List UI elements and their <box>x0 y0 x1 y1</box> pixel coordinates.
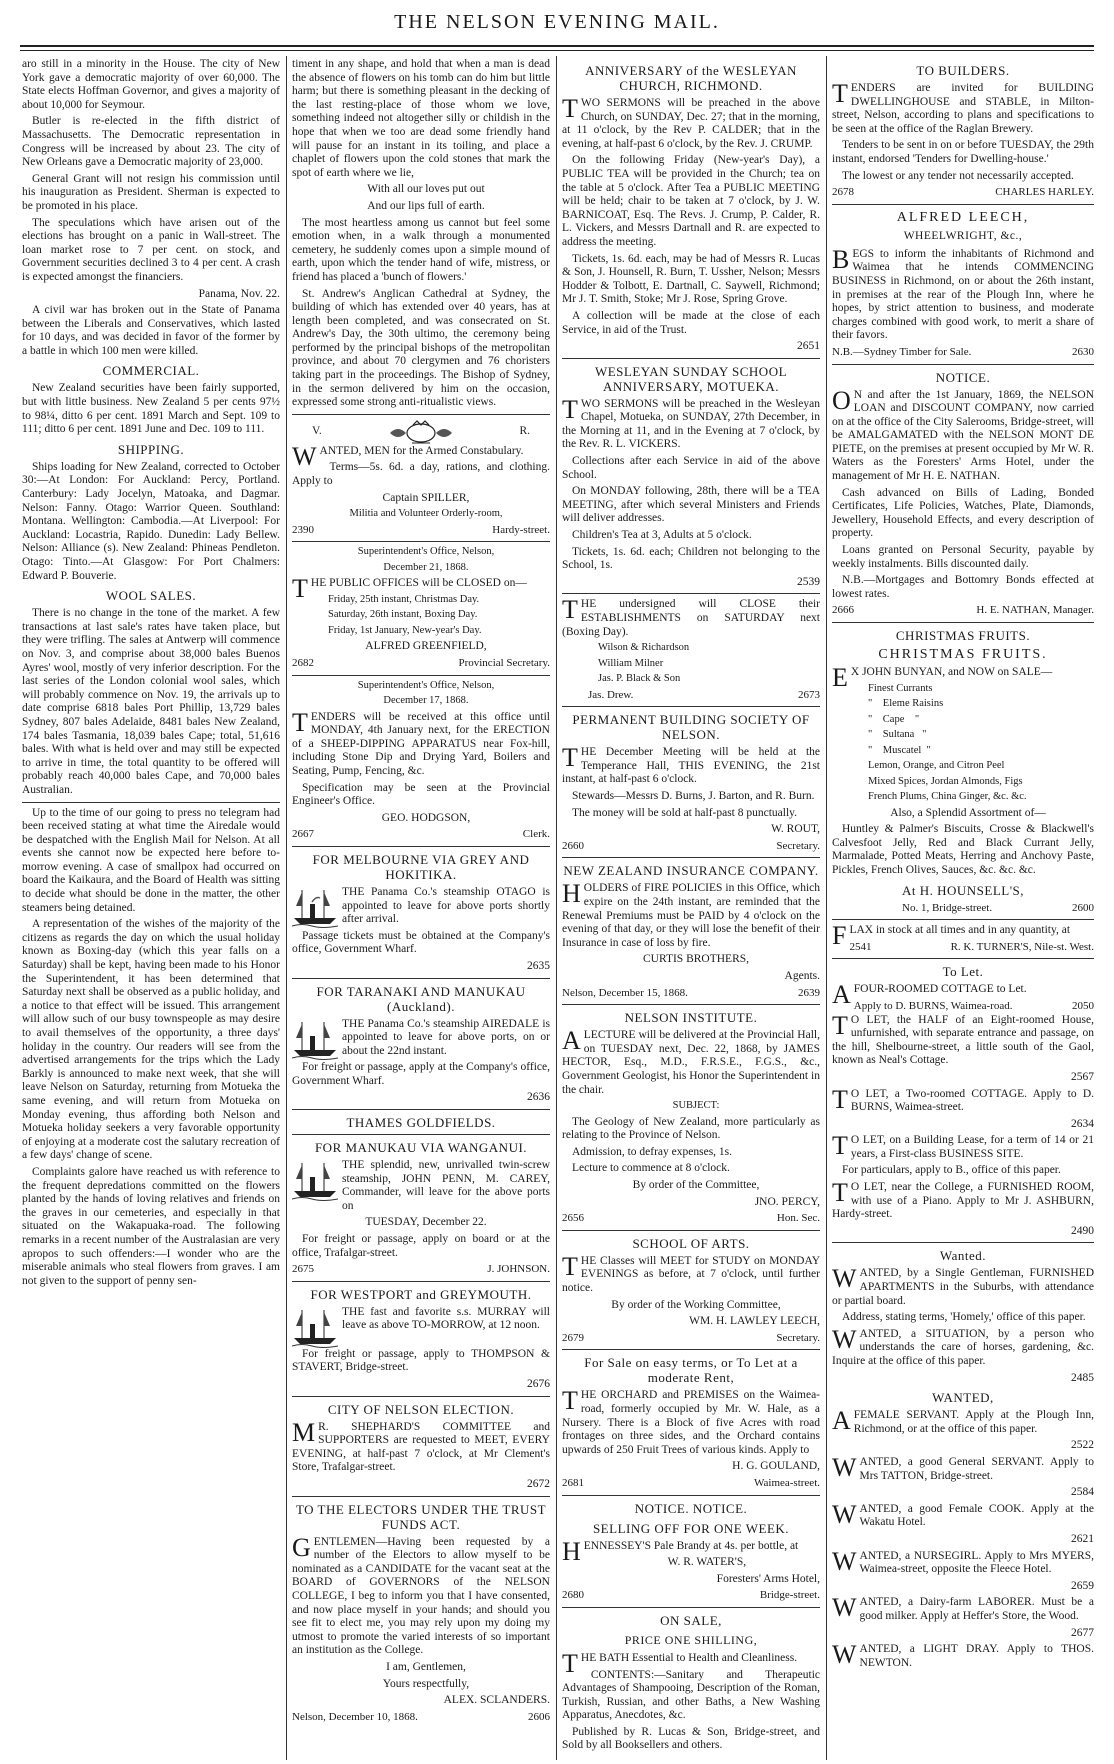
ad-signature-row <box>832 346 1094 360</box>
ad-number: 2541 <box>849 940 872 953</box>
ad-number: 2676 <box>527 1378 550 1390</box>
ad-text: AFOUR-ROOMED COTTAGE to Let. <box>832 980 1027 1010</box>
ad-number: 2656 <box>562 1212 584 1225</box>
ad-text: N.B.—Mortgages and Bottomry Bonds effected at lowest rates. <box>832 574 1094 600</box>
ad-text: MR. SHEPHARD'S COMMITTEE and SUPPORTERS are requested to MEET, EVERY EVENING, at half-past 7 o'clock, at Mr Clement's Store, Trafalgar-street. <box>292 1417 550 1474</box>
heading-wesleyan-richmond: ANNIVERSARY of the WESLEYAN CHURCH, RICHMOND. <box>585 63 797 93</box>
ad-text: Published by R. Lucas & Son, Bridge-street, and Sold by all Booksellers and others. <box>562 1725 820 1752</box>
article-paragraph: There is no change in the tone of the market. A few transactions at last sale's rates have taken place, but they were trifling. The sales at Antwerp will commence on Nov. 3, and comprise about 38,000 bales Buenos Ayres' wool, mostly of very inferior description. For the last series of the London colonial wool sales, which will probably commence on Nov. 19, the arrivals up to date comprise 6818 bales Port Phillip, 13,729 bales Sydney, 807 bales Adelaide, 8481 bales New Zealand, 174 bales Tasmania, 18,039 bales Cape; total, 51,616 bales. With what is held over and may still be expected to arrive in time, the total quantity to be offered will probably reach 40,000 bales Cape, and 70,000 bales Australian. <box>22 607 280 796</box>
ad-name: R. K. TURNER'S, Nile-st. West. <box>950 940 1094 953</box>
heading-wanted: Wanted. <box>939 1248 987 1264</box>
rule <box>22 802 280 803</box>
ad-text: For particulars, apply to B., office of this paper. <box>842 1164 1061 1177</box>
ad-text: Friday, 1st January, New-year's Day. <box>328 624 482 636</box>
ad-text: Also, a Splendid Assortment of— <box>890 806 1046 819</box>
ad-signature-row <box>562 1477 820 1491</box>
ad-text: THE December Meeting will be held at the Temperance Hall, THIS EVENING, the 21st instant, at half-past 6 o'clock. <box>562 743 820 786</box>
ad-signature-row <box>292 828 550 842</box>
heading-taranaki: FOR TARANAKI AND MANUKAU (Auckland). <box>316 983 526 1014</box>
ad-signature-row <box>292 524 550 538</box>
heading-insurance: NEW ZEALAND INSURANCE COMPANY. <box>563 863 819 879</box>
ad-name: William Milner <box>598 657 664 669</box>
article-paragraph: A civil war has broken out in the State of Panama between the Liberals and Conservatives, which lasted for 10 days, and was decided in favor of the former by a battle in which 100 men were killed. <box>22 304 280 357</box>
ad-text: THE Panama Co.'s steamship AIREDALE is appointed to leave for above ports, on or about the 22nd instant. <box>342 1017 550 1057</box>
ad-number: 2667 <box>292 828 314 841</box>
ad-number: 2673 <box>798 688 820 701</box>
rule <box>292 978 550 979</box>
ad-number: 2666 <box>832 604 854 617</box>
rule <box>562 706 820 707</box>
ad-text: WANTED, a NURSEGIRL. Apply to Mrs MYERS, Waimea-street, opposite the Fleece Hotel. <box>832 1546 1094 1576</box>
rule <box>562 1349 820 1350</box>
ad-date: TUESDAY, December 22. <box>365 1216 487 1229</box>
ad-text: No. 1, Bridge-street. <box>902 901 993 914</box>
rule <box>292 1496 550 1497</box>
ad-name: Captain SPILLER, <box>382 491 470 504</box>
rule <box>562 1607 820 1608</box>
ad-number: 2635 <box>527 959 550 972</box>
ad-text: EX JOHN BUNYAN, and NOW on SALE— <box>832 663 1053 692</box>
ad-text: HENNESSEY'S Pale Brandy at 4s. per bottle, at <box>562 1536 799 1566</box>
section-heading-shipping: SHIPPING. <box>117 441 185 457</box>
heading-sunday-school: WESLEYAN SUNDAY SCHOOL ANNIVERSARY, MOTUEKA. <box>594 363 788 394</box>
ad-number: 2567 <box>1071 1070 1094 1083</box>
ad-name: ALFRED GREENFIELD, <box>365 640 487 653</box>
article-paragraph: The most heartless among us cannot but feel some emotion when, in a walk through a monumented cemetery, he suddenly comes upon a simple mound of earth, upon which the tender hand of wife, mistress, or friend has placed a 'bunch of flowers.' <box>292 216 550 283</box>
article-paragraph: The speculations which have arisen out of the elections has brought on a panic in Wall-street. The loan market rose to 7 per cent. on stock, and Government securities declined 3 to 4 per cent. A crash is expected amongst the financiers. <box>22 216 280 283</box>
article-paragraph: Complaints galore have reached us with reference to the frequent depredations committed on the flowers planted by the hands of loving relatives and friends on the graves in our cemeteries, and especially in that situated on the Wakapuaka-road. The following remarks in a recent number of the Australasian are very apropos to such offenders:—I wonder who are the miserable animals who steal flowers from graves. I am not given to the support of penny sen- <box>22 1165 280 1287</box>
list-item: French Plums, China Ginger, &c. &c. <box>868 791 1027 803</box>
masthead-rule <box>20 45 1094 51</box>
ad-text: On MONDAY following, 28th, there will be a TEA MEETING, after which several Ministers and Friends will deliver addresses. <box>562 485 820 525</box>
ad-text: WANTED, a SITUATION, by a person who understands the care of horses, gardening, &c. Inquire at the office of this paper. <box>832 1324 1094 1367</box>
ad-signature-row <box>292 1263 550 1277</box>
heading-institute: NELSON INSTITUTE. <box>624 1010 758 1026</box>
ad-taranaki <box>292 1018 550 1059</box>
ad-number: 2651 <box>797 340 820 353</box>
heading-trust-funds: TO THE ELECTORS UNDER THE TRUST FUNDS ACT. <box>295 1501 547 1532</box>
ad-text: Superintendent's Office, Nelson, <box>357 679 495 691</box>
ad-text: Provincial Secretary. <box>458 657 550 669</box>
ad-name: ALEX. SCLANDERS. <box>443 1694 550 1707</box>
ad-melbourne <box>292 886 550 927</box>
ad-signature-row <box>562 987 820 1001</box>
article-paragraph: timent in any shape, and hold that when a man is dead the absence of flowers on his tomb can do him but little harm; but there is something pleasant in the decking of the last resting-place of those whom we love, something indeed not altogether silly or childish in the hope that when we too are dead some friendly hand will pause for an instant in its toiling, and place a chaplet of flowers upon the cold stones that mark the spot of earth where we lie, <box>292 58 550 179</box>
list-item: Lemon, Orange, and Citron Peel <box>868 760 1005 772</box>
ad-text: TO LET, the HALF of an Eight-roomed House, unfurnished, with separate entrance and passage, on the hill, Shelbourne-street, a little south of the Gaol, known as Neal's Cottage. <box>832 1010 1094 1067</box>
article-paragraph: aro still in a minority in the House. The city of New York gave a democratic majority of over 60,000. The State elects Hoffman Governor, and gives a majority of about 10,000 for Seymour. <box>22 58 280 111</box>
ad-text: Saturday, 26th instant, Boxing Day. <box>328 609 478 621</box>
ad-text: Superintendent's Office, Nelson, <box>357 546 495 558</box>
ad-text: TWO SERMONS will be preached in the above Church, on SUNDAY, Dec. 27; that in the morning, at 11 o'clock, by the Rev P. CALDER; that in the evening, at half-past 6 o'clock, by the Rev. J. CRUMP. <box>562 94 820 150</box>
ad-name: H. G. GOULAND, <box>732 1460 820 1473</box>
rule <box>832 1242 1094 1243</box>
ad-name: W. R. WATER'S, <box>667 1556 747 1569</box>
ad-text: Militia and Volunteer Orderly-room, <box>349 508 503 520</box>
rule <box>832 364 1094 365</box>
rule <box>562 358 820 359</box>
list-item: " Muscatel " <box>868 744 931 756</box>
ad-text: SUBJECT: <box>672 1100 720 1112</box>
heading-thames: THAMES GOLDFIELDS. <box>346 1115 496 1131</box>
ad-text: THE Panama Co.'s steamship OTAGO is appointed to leave for above ports shortly after arrival. <box>342 885 550 926</box>
ad-signature-row <box>832 902 1094 916</box>
heading-wanted-caps: WANTED, <box>932 1390 994 1406</box>
ad-text: A collection will be made at the close of each Service, in aid of the Trust. <box>562 309 820 336</box>
ad-text: By order of the Working Committee, <box>611 1298 781 1311</box>
ad-text: WANTED, a Dairy-farm LABORER. Must be a good milker. Apply at Heffer's Store, the Wood. <box>832 1593 1094 1623</box>
ad-text: Address, stating terms, 'Homely,' office of this paper. <box>842 1311 1086 1324</box>
ad-text: HOLDERS of FIRE POLICIES in this Office, which expire on the 24th instant, are reminded that the Renewal Premiums must be PAID by 4 o'clock on the evening of that day, or they will lose the benefit of their Insurance in case of loss by fire. <box>562 879 820 949</box>
ad-name: JNO. PERCY, <box>754 1195 820 1208</box>
ad-number: 2636 <box>527 1091 550 1104</box>
ad-text: Specification may be seen at the Provincial Engineer's Office. <box>292 781 550 808</box>
ad-text: Hardy-street. <box>492 523 550 536</box>
heading-manukau: FOR MANUKAU VIA WANGANUI. <box>314 1140 528 1156</box>
ad-number: 2390 <box>292 523 314 536</box>
dateline: Panama, Nov. 22. <box>198 287 280 300</box>
ad-number: 2522 <box>1071 1439 1094 1452</box>
ad-text: The money will be sold at half-past 8 punctually. <box>572 806 798 819</box>
heading-on-sale: ON SALE, <box>660 1612 722 1628</box>
ad-number: 2681 <box>562 1476 584 1489</box>
ad-text: THE splendid, new, unrivalled twin-screw steamship, JOHN PENN, M. CAREY, Commander, will leave for the above ports on <box>342 1159 550 1212</box>
steamship-icon <box>292 1159 338 1201</box>
list-item: " Cape " <box>868 713 920 725</box>
ad-text: Yours respectfully, <box>382 1677 470 1690</box>
ad-number: 2584 <box>1071 1486 1094 1499</box>
ad-name: Wilson & Richardson <box>598 642 690 654</box>
heading-melbourne: FOR MELBOURNE VIA GREY AND HOKITIKA. <box>312 851 530 882</box>
heading-school-of-arts: SCHOOL OF ARTS. <box>632 1235 750 1251</box>
ad-manukau <box>292 1159 550 1213</box>
ad-text: The Geology of New Zealand, more particularly as relating to the Province of Nelson. <box>562 1115 820 1142</box>
ad-text: WANTED, a LIGHT DRAY. Apply to THOS. NEWTON. <box>832 1640 1094 1670</box>
ad-text: Tenders to be sent in on or before TUESDAY, the 29th instant, endorsed 'Tenders for Dwelling-house.' <box>832 139 1094 165</box>
ad-text: THE fast and favorite s.s. MURRAY will leave as above TO-MORROW, at 12 noon. <box>342 1305 550 1332</box>
ad-text: Apply to D. BURNS, Waimea-road. <box>853 999 1013 1012</box>
rule <box>292 414 550 415</box>
ad-text: WANTED, a good Female COOK. Apply at the Wakatu Hotel. <box>832 1499 1094 1529</box>
rule <box>292 1396 550 1397</box>
ad-date: Nelson, December 10, 1868. <box>292 1710 418 1723</box>
ad-date: December 17, 1868. <box>383 695 469 707</box>
ad-text: GENTLEMEN—Having been requested by a number of the Electors to allow myself to be nominated as a CANDIDATE for the vacant seat at the BOARD of GOVERNORS of the NELSON COLLEGE, I beg to inform you that I have consented, and now place myself in your hands; and should you see fit to elect me, you may rely upon my doing my utmost to promote the varied interests of so important an institution as the College. <box>292 1532 550 1657</box>
ad-name: Jas. Drew. <box>588 688 634 701</box>
ad-text: CONTENTS:—Sanitary and Therapeutic Advantages of Shampooing, Description of the Roman, Turkish, Russian, and other Baths, a New Washing Apparatus, Anecdotes, &c. <box>562 1668 820 1722</box>
ad-text: The lowest or any tender not necessarily accepted. <box>842 169 1074 182</box>
ad-text: Tickets, 1s. 6d. each, may be had of Messrs R. Lucas & Son, J. Hounsell, R. Burn, T. Ussher, Nelson; Messrs Hodder & Tolbott, E. Dartnall, C. Saywell, Richmond; Mr J. T. Smith, Stoke; Mr J. Rose, Spring Grove. <box>562 252 820 306</box>
steamship-icon <box>292 886 338 928</box>
ad-date: Nelson, December 15, 1868. <box>562 986 688 999</box>
ad-name: W. ROUT, <box>771 823 820 836</box>
ad-date: December 21, 1868. <box>383 561 469 573</box>
steamship-icon <box>292 1018 338 1060</box>
ad-signature-row <box>832 186 1094 200</box>
ad-text: For freight or passage, apply to THOMPSON & STAVERT, Bridge-street. <box>292 1347 550 1374</box>
ad-text: Admission, to defray expenses, 1s. <box>572 1145 733 1158</box>
ad-text: Secretary. <box>776 839 820 852</box>
ad-text: THE ORCHARD and PREMISES on the Waimea-road, formerly occupied by Mr. W. Hale, as a Nursery. There is a Block of five Acres with road frontages on three sides, and the Orchard contains upwards of 250 Fruit Trees of various kinds. Apply to <box>562 1386 820 1456</box>
section-heading-wool: WOOL SALES. <box>105 588 197 604</box>
ad-text: N.B.—Sydney Timber for Sale. <box>832 345 972 358</box>
ad-name: CHARLES HARLEY. <box>995 186 1094 199</box>
ad-number: 2660 <box>562 839 584 852</box>
ad-number: 2539 <box>797 575 820 588</box>
heading-price: PRICE ONE SHILLING, <box>624 1632 758 1647</box>
ad-number: 2680 <box>562 1589 584 1602</box>
ad-text: ALECTURE will be delivered at the Provincial Hall, on TUESDAY next, Dec. 22, 1868, by JAMES HECTOR, Esq., M.D., F.R.S.E., F.G.S., &c., Government Geologist, his Honor the Superintendent in the chair. <box>562 1026 820 1096</box>
ad-text: For freight or passage, apply at the Company's office, Government Wharf. <box>292 1061 550 1087</box>
rule <box>562 1004 820 1005</box>
ad-number: 2485 <box>1071 1371 1094 1384</box>
ad-signature-row <box>292 1711 550 1725</box>
ad-signature-row <box>562 689 820 703</box>
ad-name: J. JOHNSON. <box>487 1263 550 1276</box>
column-3 <box>562 58 820 1758</box>
ad-text: Secretary. <box>776 1331 820 1344</box>
article-paragraph: Butler is re-elected in the fifth district of Massachusetts. The Democratic representation in Congress will be increased by about 23. The city of New Orleans gave a Democratic majority of 23,000. <box>22 115 280 169</box>
ad-number: 2678 <box>832 186 854 199</box>
article-paragraph: Up to the time of our going to press no telegram had been received stating at what time the Airedale would be despatched with the English Mail for Nelson. At all events she cannot now be expected here before to-morrow evening. A case of smallpox had occurred on board the Kaikaura, and the Board of Health was sitting to decide what should be done in the matter, the other steamers being detained. <box>22 806 280 914</box>
ad-signature-row <box>849 941 1094 955</box>
verse-line: With all our loves put out <box>367 183 485 196</box>
heading-to-let: To Let. <box>942 964 984 980</box>
ad-text: THE BATH Essential to Health and Cleanliness. <box>562 1648 798 1678</box>
masthead <box>20 8 1094 48</box>
ad-number: 2659 <box>1071 1579 1094 1592</box>
ad-text: TENDERS are invited for BUILDING DWELLINGHOUSE and STABLE, in Milton-street, Nelson, according to plans and specifications to be seen at the office of the Raglan Brewery. <box>832 79 1094 135</box>
ad-text: Waimea-street. <box>754 1476 820 1489</box>
crest-letter-r: R. <box>519 425 530 438</box>
ad-text: Loans granted on Personal Security, payable by weekly instalments. Bills discounted daily. <box>832 544 1094 570</box>
heading-notice: NOTICE. <box>935 369 991 385</box>
ad-text: Terms—5s. 6d. a day, rations, and clothing. Apply to <box>292 461 550 488</box>
rule <box>292 1281 550 1282</box>
crest-letter-v: V. <box>312 425 322 438</box>
rule <box>292 675 550 676</box>
ad-name: CURTIS BROTHERS, <box>642 953 750 966</box>
ad-signature-row <box>562 1212 820 1226</box>
ad-text: I am, Gentlemen, <box>386 1660 466 1673</box>
ad-text: Cash advanced on Bills of Lading, Bonded Certificates, Life Policies, Watches, Plate, Diamonds, Jewellery, Household Effects, and every description of property. <box>832 486 1094 540</box>
rule <box>562 857 820 858</box>
ad-text: Friday, 25th instant, Christmas Day. <box>328 593 480 605</box>
ad-text: Children's Tea at 3, Adults at 5 o'clock. <box>572 529 752 542</box>
ad-text: Huntley & Palmer's Biscuits, Crosse & Blackwell's Calvesfoot Jelly, Red and Black Currant Jelly, Marmalade, Potted Meats, Herring and Anchovy Paste, Pickles, French Olives, Sauces, &c. &c. &c. <box>832 823 1094 876</box>
column-1 <box>22 58 280 1758</box>
ad-name: WM. H. LAWLEY LEECH, <box>689 1315 820 1328</box>
ad-number: 2606 <box>528 1710 550 1723</box>
rule <box>832 919 1094 920</box>
ad-number: 2677 <box>1071 1626 1094 1639</box>
article-paragraph: New Zealand securities have been fairly supported, but with little business. New Zealand 5 per cents 97½ to 98¼, ditto 6 per cent. 1891 March and Sept. 109 to 111; ditto 6 per cent. 1891 June and Dec. 109 to 111. <box>22 382 280 436</box>
ad-text: Collections after each Service in aid of the above School. <box>562 455 820 481</box>
royal-crest-row <box>292 419 550 445</box>
column-2 <box>292 58 550 1758</box>
heading-city-election: CITY OF NELSON ELECTION. <box>327 1401 515 1417</box>
ad-text: ON and after the 1st January, 1869, the NELSON LOAN and DISCOUNT COMPANY, now carried on at the office of the City Salerooms, Bridge-street, will be AMALGAMATED with the NELSON MONT DE PIETE, on the premises at present occupied by Mr W. R. Waters as the Foresters' Arms Hotel, under the management of Mr H. E. NATHAN. <box>832 385 1094 483</box>
rule <box>832 204 1094 205</box>
ad-number: 2672 <box>527 1477 550 1490</box>
ad-number: 2600 <box>1072 901 1094 914</box>
article-paragraph: Ships loading for New Zealand, corrected to October 30:—At London: For Auckland: Percy, Portland. Canterbury: Lady Jocelyn, Matoaka, and Dagmar. Nelson: Fanny. Otago: Warrior Queen. Southland: Montana. Wellington: Cambodia.—At Liverpool: For Auckland: Locastria, Rapido. Dunedin: Lady Bellew. Nelson: Alliance (s). New Zealand: Phineas Pendleton. Otago: Tinto.—At Glasgow: For Port Chalmers: Edward P. Bouverie. <box>22 460 280 582</box>
ad-text: THE Classes will MEET for STUDY on MONDAY EVENINGS as before, at 7 o'clock, until further notice. <box>562 1251 820 1294</box>
ad-text: Hon. Sec. <box>776 1212 820 1225</box>
ad-text: Lecture to commence at 8 o'clock. <box>572 1162 730 1175</box>
list-item: Finest Currants <box>868 682 933 694</box>
heading-westport: FOR WESTPORT and GREYMOUTH. <box>310 1286 532 1302</box>
ad-text: Stewards—Messrs D. Burns, J. Barton, and R. Burn. <box>572 790 815 803</box>
ad-number: 2679 <box>562 1331 584 1344</box>
article-paragraph: General Grant will not resign his commission until his inauguration as President. Sherman is expected to be promoted in his place. <box>22 172 280 212</box>
ad-signature-row <box>832 604 1094 618</box>
list-item: " Eleme Raisins <box>868 698 944 710</box>
rule <box>562 1495 820 1496</box>
ad-number: 2050 <box>1072 999 1094 1012</box>
ad-text: TO LET, on a Building Lease, for a term of 14 or 21 years, a First-class BUSINESS SITE. <box>832 1131 1094 1161</box>
ad-tenders-sheep-dip: TENDERS will be received at this office until MONDAY, 4th January next, for the ERECTION of a SHEEP-DIPPING APPARATUS near Fox-hill, including Stone Dip and Drying Yard, Boilers and Seating, Pump, Fencing, &c. <box>292 707 550 777</box>
heading-christmas-fruits: CHRISTMAS FRUITS. <box>895 628 1031 643</box>
heading-for-sale: For Sale on easy terms, or To Let at a moderate Rent, <box>584 1355 798 1386</box>
column-divider <box>826 56 827 1760</box>
heading-alfred-leech: ALFRED LEECH, <box>896 209 1030 225</box>
heading-hounsell: At H. HOUNSELL'S, <box>901 882 1025 898</box>
ad-text: Agents. <box>784 970 820 982</box>
column-divider <box>286 56 287 1760</box>
heading-christmas-fruits-large: CHRISTMAS FRUITS. <box>878 647 1048 662</box>
rule <box>832 958 1094 959</box>
ad-number: 2682 <box>292 657 314 669</box>
column-divider <box>556 56 557 1760</box>
heading-notice: NOTICE. NOTICE. <box>634 1500 748 1516</box>
ad-text: TO LET, near the College, a FURNISHED ROOM, with use of a Piano. Apply to Mr J. ASHBURN, Hardy-street. <box>832 1178 1094 1221</box>
ad-wanted-constabulary: WANTED, MEN for the Armed Constabulary. <box>292 441 524 471</box>
ad-text: On the following Friday (New-year's Day), a PUBLIC TEA will be provided in the Church; tea on the table at 5 o'clock. After Tea a PUBLIC MEETING will be held; chair to be taken at 7 o'clock, by J. W. BARNICOAT, Esq. The Revs. J. Crump, P. Calder, R. L. Vickers, and Messrs Dartnall and R. are expected to address the meeting. <box>562 154 820 248</box>
subheading-wheelwright: WHEELWRIGHT, &c., <box>903 229 1023 242</box>
ad-westport <box>292 1306 550 1333</box>
rule <box>292 846 550 847</box>
rule <box>562 593 820 594</box>
ad-text: Clerk. <box>522 828 550 841</box>
rule <box>292 541 550 542</box>
ad-number: 2634 <box>1071 1117 1094 1130</box>
ad-text: Foresters' Arms Hotel, <box>716 1572 820 1585</box>
ad-text: TWO SERMONS will be preached in the Wesleyan Chapel, Motueka, on SUNDAY, 27th December, in the Morning at 11, and in the Evening at 7 o'clock, by the Rev. R. L. VICKERS. <box>562 394 820 451</box>
ad-signature-row <box>562 1589 820 1603</box>
heading-building-society: PERMANENT BUILDING SOCIETY OF NELSON. <box>572 712 810 743</box>
newspaper-title: THE NELSON EVENING MAIL. <box>394 11 720 33</box>
rule <box>562 1230 820 1231</box>
ad-number: 2621 <box>1071 1532 1094 1545</box>
ad-text: WANTED, a good General SERVANT. Apply to Mrs TATTON, Bridge-street. <box>832 1452 1094 1482</box>
ad-text: Tickets, 1s. 6d. each; Children not belonging to the School, 1s. <box>562 545 820 572</box>
ad-closing: THE undersigned will CLOSE their ESTABLISHMENTS on SATURDAY next (Boxing Day). <box>562 595 820 638</box>
heading-selling-off: SELLING OFF FOR ONE WEEK. <box>592 1520 790 1536</box>
ad-signature-row <box>562 840 820 854</box>
ad-text: By order of the Committee, <box>632 1179 760 1192</box>
steamship-icon <box>292 1306 338 1348</box>
ad-text: WANTED, by a Single Gentleman, FURNISHED APARTMENTS in the Suburbs, with attendance or partial board. <box>832 1264 1094 1307</box>
column-4 <box>832 58 1094 1758</box>
ad-text: TO LET, a Two-roomed COTTAGE. Apply to D. BURNS, Waimea-street. <box>832 1084 1094 1114</box>
rule <box>832 622 1094 623</box>
ad-signature-row <box>854 1000 1094 1014</box>
ad-public-offices: THE PUBLIC OFFICES will be CLOSED on— <box>292 574 527 604</box>
ad-text: Bridge-street. <box>759 1589 820 1602</box>
ad-name: H. E. NATHAN, Manager. <box>976 604 1094 617</box>
rule <box>292 1134 550 1135</box>
ad-flax: FLAX in stock at all times and in any quantity, at <box>832 921 1071 951</box>
royal-crest-icon <box>386 419 456 445</box>
rule <box>292 1109 550 1110</box>
ad-name: GEO. HODGSON, <box>381 811 471 824</box>
section-heading-commercial: COMMERCIAL. <box>102 363 200 379</box>
ad-number: 2639 <box>798 986 820 999</box>
ad-name: Jas. P. Black & Son <box>598 673 681 685</box>
ad-number: 2675 <box>292 1263 314 1276</box>
ad-text: Passage tickets must be obtained at the Company's office, Government Wharf. <box>292 929 550 956</box>
ad-text: BEGS to inform the inhabitants of Richmond and Waimea that he intends COMMENCING BUSINESS in Richmond, on or about the 26th instant, in premises at the rear of the Plough Inn, where he hopes, by strict attention to business, and moderate charges combined with good work, to merit a share of their favors. <box>832 244 1094 342</box>
ad-signature-row <box>562 1332 820 1346</box>
ad-signature-row <box>292 657 550 671</box>
ad-number: 2490 <box>1071 1224 1094 1237</box>
heading-to-builders: TO BUILDERS. <box>916 63 1010 78</box>
article-paragraph: A representation of the wishes of the majority of the citizens as regards the day on which the usual holiday known as Boxing-day (which this year falls on a Saturday) shall be kept, having been made to his Honor the Superintendent, it has been determined that Saturday next shall be observed as a public holiday, and a notice to that effect will be issued. This arrangement will allow such of our busy townspeople as may desire to avail themselves of the opportunity, a three days' holiday in the country. Our readers will see from the advertised arrangements for the trips which the Lady Barkly is announced to make next week, that she will leave Nelson on Saturday, returning from Motueka the same evening, and will return from Motueka on Monday evening, thus affording both Nelson and Motueka holiday seekers a very favorable opportunity of enjoying at a moderate cost the salutary recreation of a few days' change of scene. <box>22 918 280 1162</box>
verse-line: And our lips full of earth. <box>367 199 485 212</box>
ad-text: For freight or passage, apply on board or at the office, Trafalgar-street. <box>292 1233 550 1259</box>
article-paragraph: St. Andrew's Anglican Cathedral at Sydney, the building of which has extended over 40 years, has at length been completed, and was consecrated on St. Andrew's Day, the 30th ultimo, the ceremony being performed by the principal bishops of the metropolitan province, and about 70 clergymen and 76 choristers taking part in the proceedings. The Bishop of Sydney, in the sermon delivered by him on the occasion, expressed some strong anti-ritualistic views. <box>292 287 550 409</box>
ad-text: AFEMALE SERVANT. Apply at the Plough Inn, Richmond, or at the office of this paper. <box>832 1406 1094 1436</box>
ad-number: 2630 <box>1072 345 1094 358</box>
list-item: " Sultana " <box>868 729 927 741</box>
list-item: Mixed Spices, Jordan Almonds, Figs <box>868 775 1023 787</box>
